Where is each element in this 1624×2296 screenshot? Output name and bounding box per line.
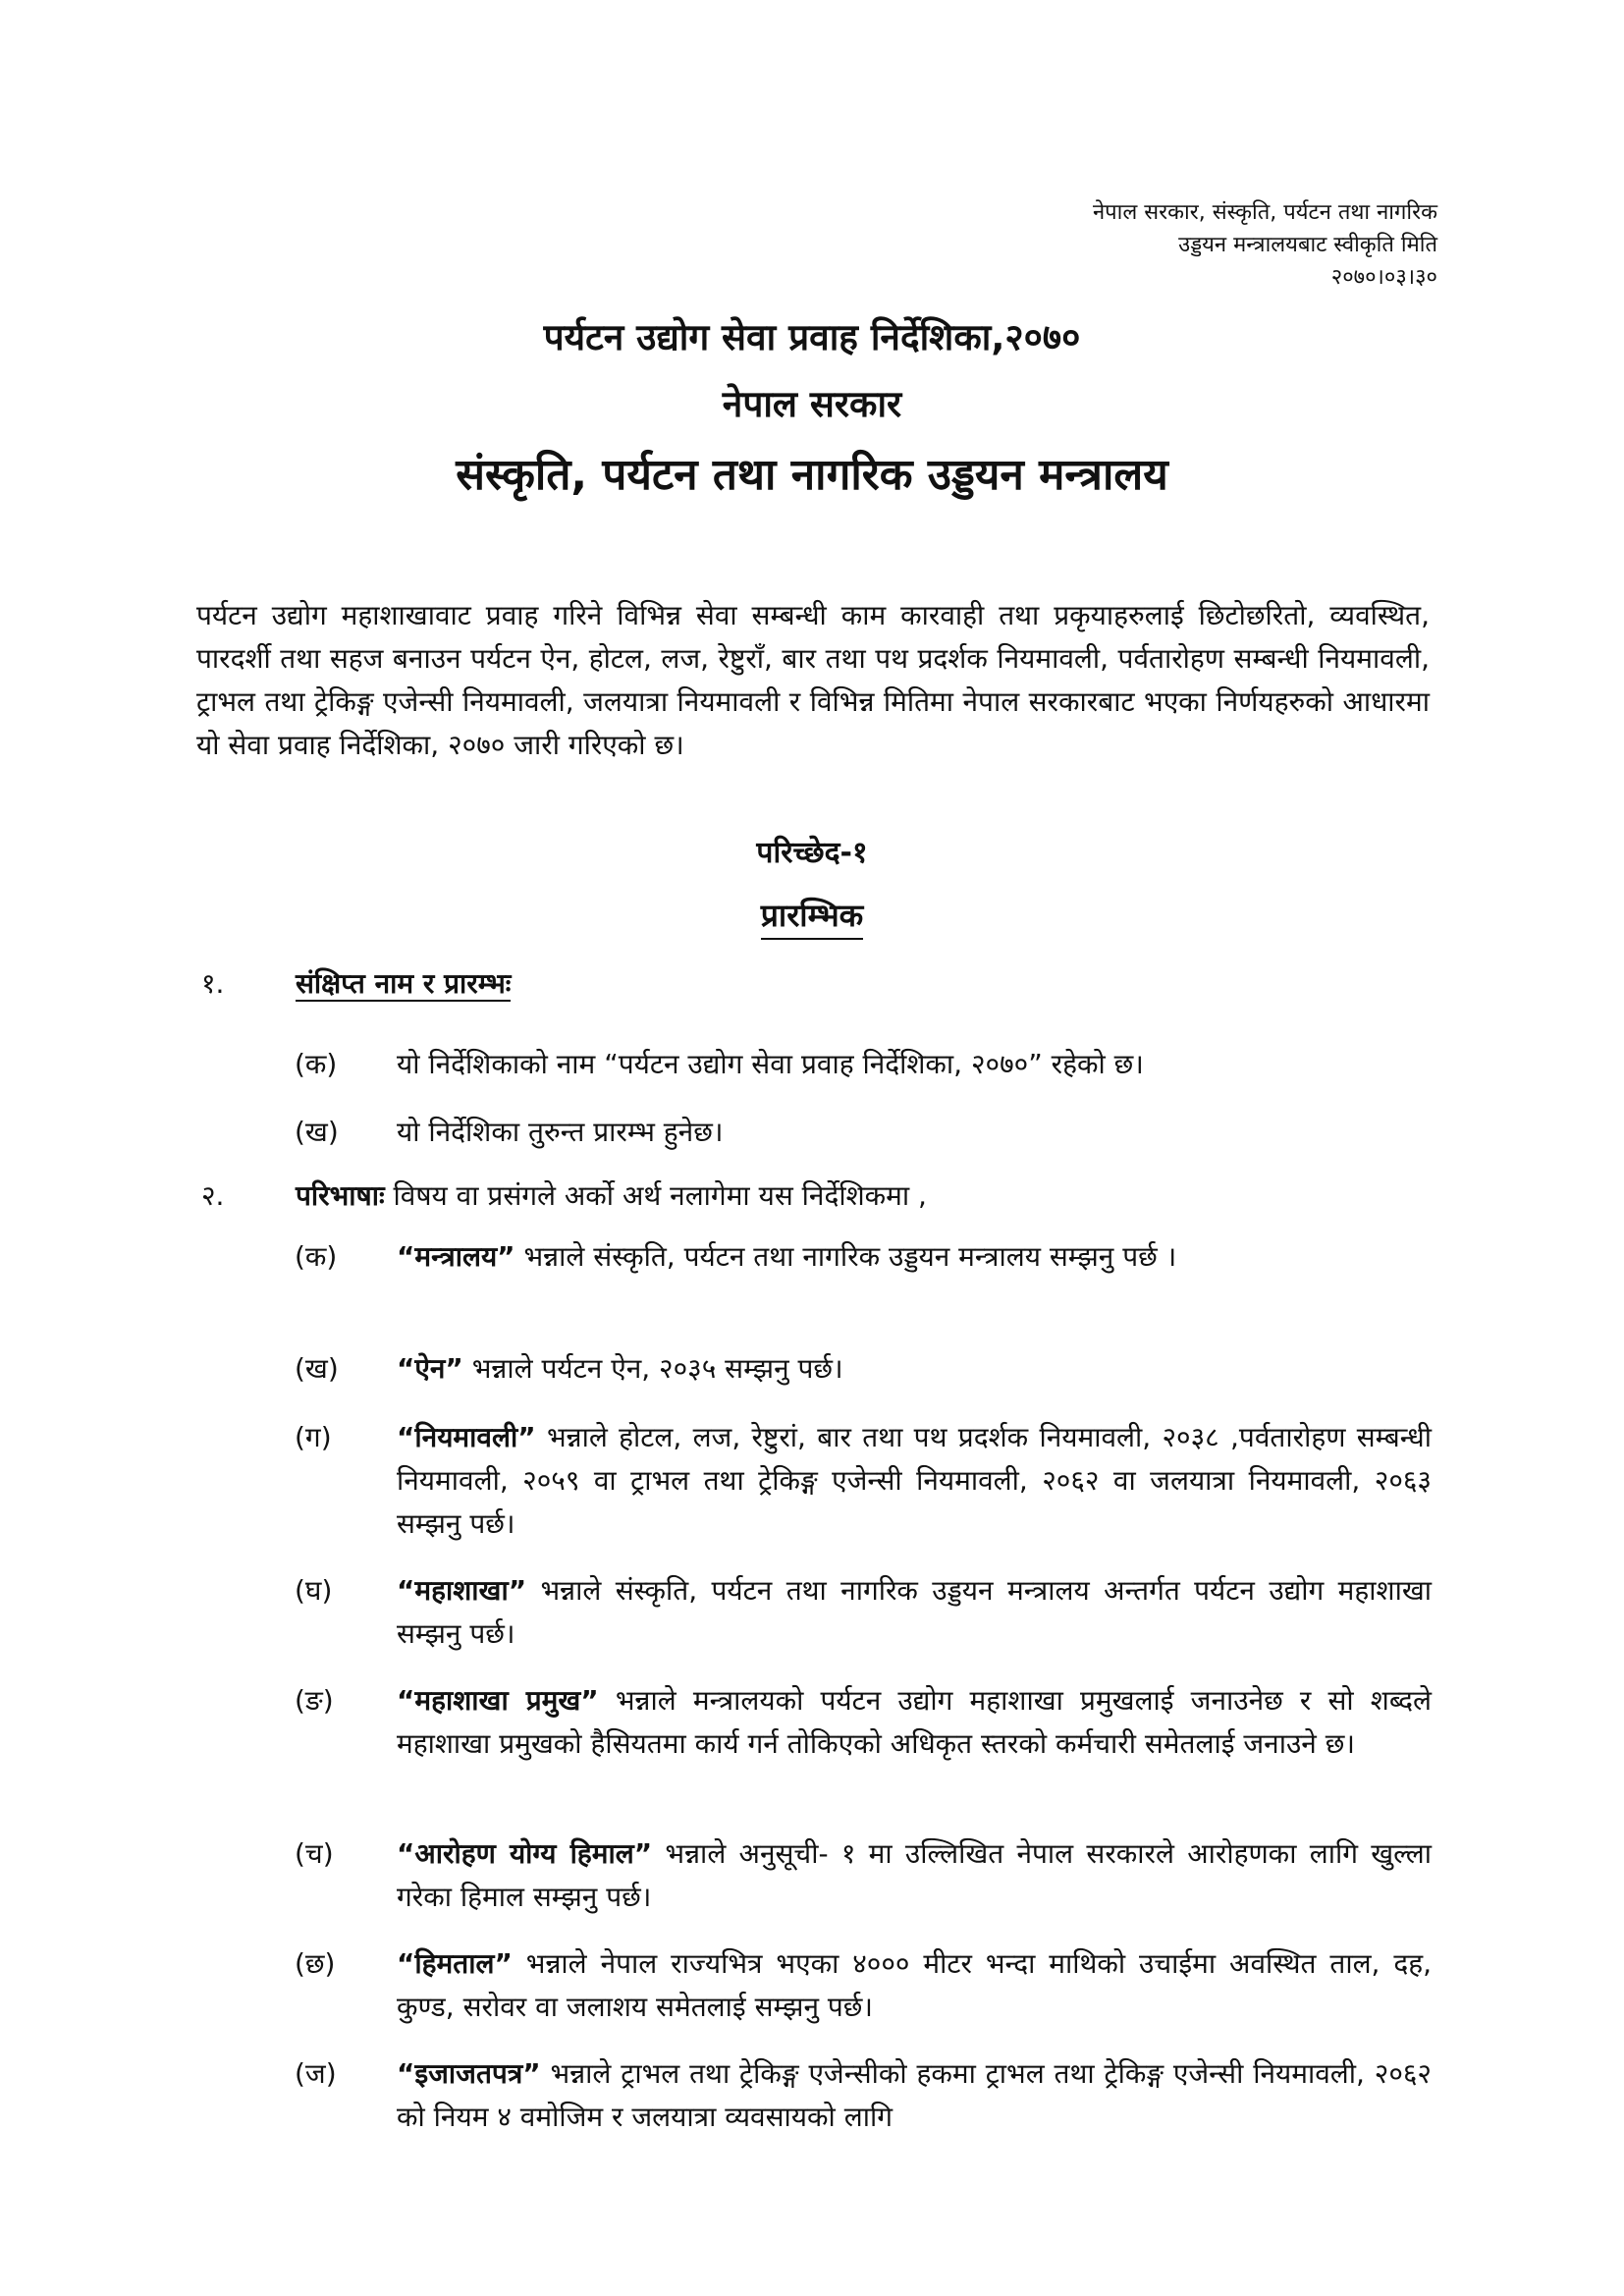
definition-text: भन्नाले होटल, लज, रेष्टुरां, बार तथा पथ प्रदर्शक नियमावली, २०३८ ,पर्वतारोहण सम्बन्धी नियमावली, २०५९ वा ट्राभल तथा ट्रेकिङ्ग एजेन्सी नियमावली, २०६२ वा जलयात्रा नियमावली, २०६३ सम्झनु पर्छ।: [397, 1421, 1432, 1540]
definition-text: भन्नाले मन्त्रालयको पर्यटन उद्योग महाशाखा प्रमुखलाई जनाउनेछ र सो शब्दले महाशाखा प्रमुखको हैसियतमा कार्य गर्न तोकिएको अधिकृत स्तरको कर्मचारी समेतलाई जनाउने छ।: [397, 1684, 1432, 1760]
approval-line-2: उड्डयन मन्त्रालयबाट स्वीकृति मिति: [1178, 233, 1437, 257]
defined-term: “नियमावली”: [397, 1421, 536, 1453]
section-heading-line: [296, 1175, 1438, 1218]
intro-paragraph: पर्यटन उद्योग महाशाखावाट प्रवाह गरिने विभिन्न सेवा सम्बन्धी काम कारवाही तथा प्रकृयाहरुलाई छिटोछरितो, व्यवस्थित, पारदर्शी तथा सहज बनाउन पर्यटन ऐन, होटल, लज, रेष्टुराँ, बार तथा पथ प्रदर्शक नियमावली, पर्वतारोहण सम्बन्धी नियमावली, ट्राभल तथा ट्रेकिङ्ग एजेन्सी नियमावली, जलयात्रा नियमावली र विभिन्न मितिमा नेपाल सरकारबाट भएका निर्णयहरुको आधारमा यो सेवा प्रवाह निर्देशिका, २०७० जारी गरिएको छ।: [196, 599, 1430, 761]
definition-text: भन्नाले पर्यटन ऐन, २०३५ सम्झनु पर्छ।: [462, 1352, 843, 1385]
item-label: (घ): [295, 1574, 333, 1607]
chapter-heading: [0, 894, 1624, 936]
item-body: [397, 1832, 1432, 1919]
item-body: [397, 1569, 1432, 1656]
guideline-title: पर्यटन उद्योग सेवा प्रवाह निर्देशिका,२०७०: [543, 316, 1081, 358]
item-body: [397, 1235, 1432, 1279]
approval-date: २०७०।०३।३०: [1330, 265, 1437, 290]
item-label: (ख): [295, 1116, 339, 1148]
item-label: (च): [295, 1837, 334, 1870]
item-label: (ङ): [295, 1684, 334, 1717]
defined-term: “मन्त्रालय”: [397, 1240, 515, 1273]
item-label: (ग): [295, 1421, 332, 1453]
item-body: [397, 1679, 1432, 1766]
item-body: [397, 1942, 1432, 2029]
chapter-title-text: प्रारम्भिक: [761, 897, 864, 940]
defined-term: “हिमताल”: [397, 1947, 513, 1980]
item-label: (ख): [295, 1352, 339, 1385]
definition-text: भन्नाले अनुसूची- १ मा उल्लिखित नेपाल सरकारले आरोहणका लागि खुल्ला गरेका हिमाल सम्झनु पर्छ।: [397, 1837, 1432, 1913]
defined-term: “इजाजतपत्र”: [397, 2057, 541, 2090]
defined-term: “महाशाखा प्रमुख”: [397, 1684, 599, 1717]
defined-term: “ऐन”: [397, 1352, 463, 1385]
government-title: नेपाल सरकार: [722, 383, 902, 425]
definition-text: भन्नाले ट्राभल तथा ट्रेकिङ्ग एजेन्सीको हकमा ट्राभल तथा ट्रेकिङ्ग एजेन्सी नियमावली, २०६२ को नियम ४ वमोजिम र जलयात्रा व्यवसायको लागि: [397, 2057, 1432, 2133]
item-text: यो निर्देशिकाको नाम “पर्यटन उद्योग सेवा प्रवाह निर्देशिका, २०७०” रहेको छ।: [397, 1048, 1144, 1080]
definition-text: भन्नाले संस्कृति, पर्यटन तथा नागरिक उड्डयन मन्त्रालय सम्झनु पर्छ ।: [514, 1240, 1177, 1273]
approval-line-1: नेपाल सरकार, संस्कृति, पर्यटन तथा नागरिक: [1092, 200, 1437, 225]
item-text: यो निर्देशिका तुरुन्त प्रारम्भ हुनेछ।: [397, 1116, 724, 1148]
item-label: (क): [295, 1240, 338, 1273]
defined-term: “आरोहण योग्य हिमाल”: [397, 1837, 653, 1870]
section-number: १.: [201, 967, 225, 1000]
section-number: २.: [201, 1179, 225, 1212]
approval-note: [1093, 196, 1437, 294]
section-title-wrap: [296, 962, 1438, 1006]
item-label: (छ): [295, 1947, 336, 1980]
section-heading-rest: विषय वा प्रसंगले अर्को अर्थ नलागेमा यस निर्देशिकमा ,: [384, 1179, 927, 1212]
chapter-number: परिच्छेद-१: [756, 836, 868, 870]
item-body: [397, 1416, 1432, 1546]
title-block: [0, 312, 1624, 505]
ministry-title: संस्कृति, पर्यटन तथा नागरिक उड्डयन मन्त्रालय: [456, 450, 1168, 500]
item-body: [397, 2052, 1432, 2139]
section-title: परिभाषाः: [296, 1179, 385, 1212]
definition-text: भन्नाले संस्कृति, पर्यटन तथा नागरिक उड्डयन मन्त्रालय अन्तर्गत पर्यटन उद्योग महाशाखा सम्झनु पर्छ।: [397, 1574, 1432, 1650]
defined-term: “महाशाखा”: [397, 1574, 527, 1607]
item-body: [397, 1347, 1432, 1391]
item-label: (ज): [295, 2057, 337, 2090]
item-label: (क): [295, 1048, 338, 1080]
section-title: संक्षिप्त नाम र प्रारम्भः: [296, 967, 512, 1000]
definition-text: भन्नाले नेपाल राज्यभित्र भएका ४००० मीटर भन्दा माथिको उचाईमा अवस्थित ताल, दह, कुण्ड, सरोवर वा जलाशय समेतलाई सम्झनु पर्छ।: [397, 1947, 1432, 2023]
